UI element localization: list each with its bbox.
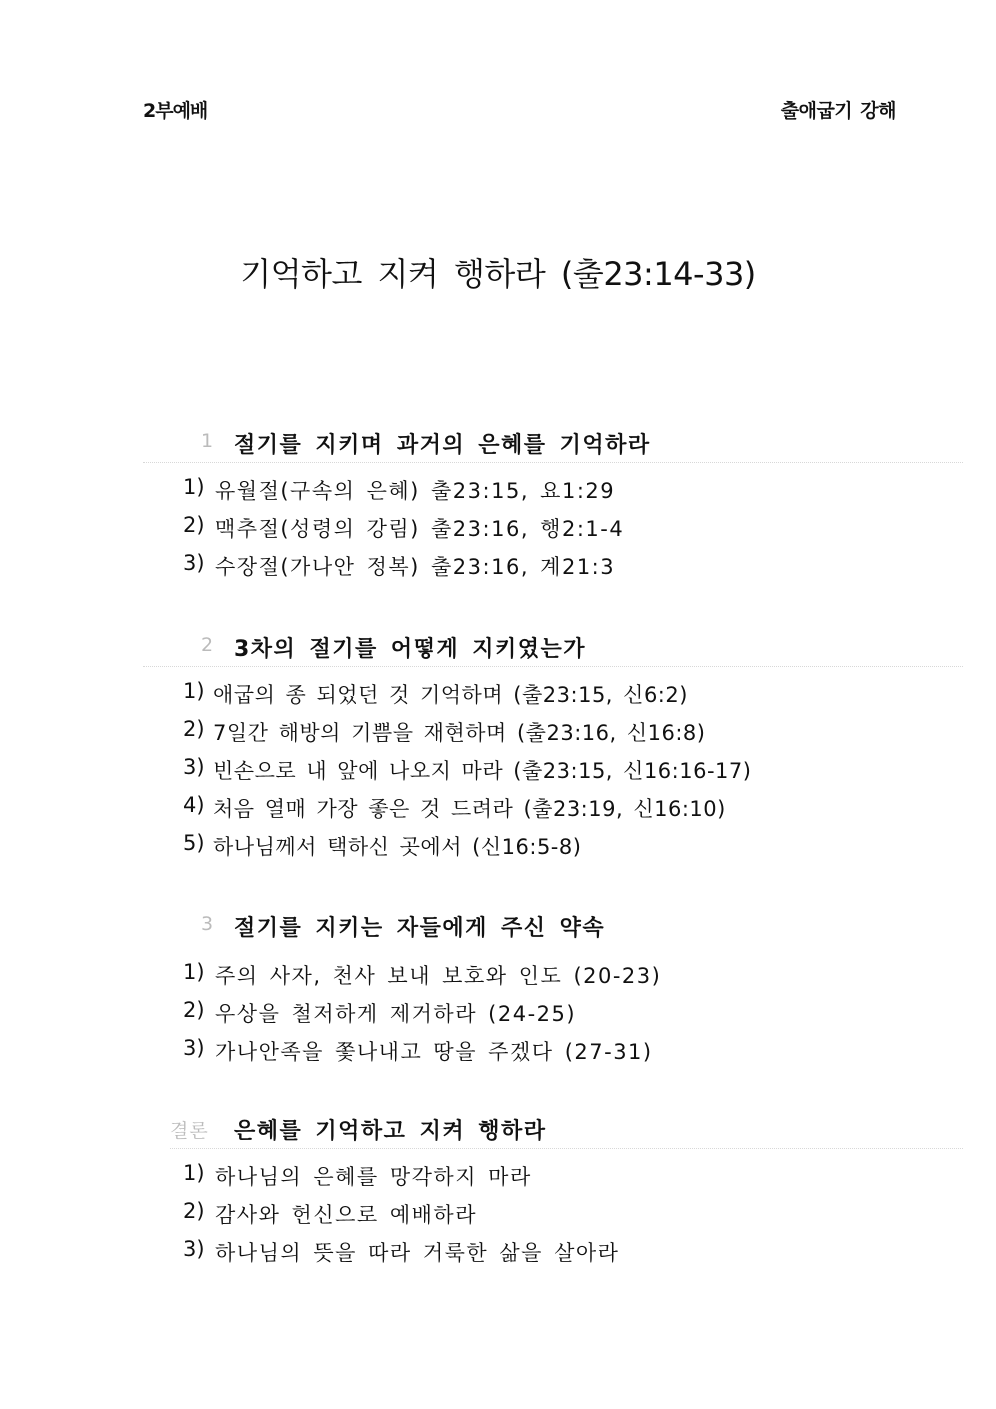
section-header: [0, 426, 996, 466]
section-title: 은혜를 기억하고 지켜 행하라: [234, 1119, 547, 1144]
section-header: [0, 630, 996, 670]
list-item-text: 가나안족을 쫓나내고 땅을 주겠다 (27-31): [215, 1040, 653, 1064]
list-item-marker: 3): [183, 755, 205, 779]
header-service-label: 2부예배: [143, 100, 208, 122]
section-divider: [170, 1148, 963, 1149]
list-item-text: 처음 열매 가장 좋은 것 드려라 (출23:19, 신16:10): [213, 797, 726, 821]
list-item: [0, 827, 996, 865]
list-item-marker: 5): [183, 831, 205, 855]
section-number: 2: [201, 634, 214, 656]
list-item: [0, 675, 996, 713]
list-item: [0, 956, 996, 994]
list-item: [0, 471, 996, 509]
header-series-label: 출애굽기 강해: [780, 100, 896, 122]
section-item-list: [0, 471, 996, 585]
section-number: 1: [201, 430, 214, 452]
list-item: [0, 789, 996, 827]
section-title: 절기를 지키며 과거의 은혜를 기억하라: [234, 433, 651, 458]
list-item-marker: 4): [183, 793, 205, 817]
list-item-marker: 3): [183, 551, 205, 575]
list-item-marker: 1): [183, 1161, 205, 1185]
list-item-text: 주의 사자, 천사 보내 보호와 인도 (20-23): [215, 964, 662, 988]
section-item-list: [0, 675, 996, 865]
list-item-marker: 2): [183, 513, 205, 537]
list-item-text: 맥추절(성령의 강림) 출23:16, 행2:1-4: [215, 517, 625, 541]
list-item-marker: 3): [183, 1036, 205, 1060]
list-item: [0, 1032, 996, 1070]
list-item-marker: 2): [183, 998, 205, 1022]
list-item-text: 수장절(가나안 정복) 출23:16, 계21:3: [215, 555, 616, 579]
list-item: [0, 547, 996, 585]
section-header: [0, 909, 996, 949]
section-title: 3차의 절기를 어떻게 지키였는가: [234, 637, 587, 662]
section-divider: [143, 462, 963, 463]
section-2: [0, 630, 996, 865]
list-item-text: 7일간 해방의 기쁨을 재현하며 (출23:16, 신16:8): [213, 721, 706, 745]
section-divider: [143, 666, 963, 667]
list-item: [0, 509, 996, 547]
list-item-marker: 1): [183, 475, 205, 499]
list-item-text: 우상을 철저하게 제거하라 (24-25): [215, 1002, 577, 1026]
section-number: 결론: [170, 1120, 209, 1142]
list-item-text: 유월절(구속의 은혜) 출23:15, 요1:29: [215, 479, 616, 503]
list-item-marker: 3): [183, 1237, 205, 1261]
list-item-marker: 1): [183, 679, 205, 703]
list-item-text: 하나님의 은혜를 망각하지 마라: [215, 1165, 532, 1189]
list-item-text: 애굽의 종 되었던 것 기억하며 (출23:15, 신6:2): [213, 683, 688, 707]
section-number: 3: [201, 913, 214, 935]
list-item-text: 하나님의 뜻을 따라 거룩한 삶을 살아라: [215, 1241, 620, 1265]
list-item-text: 감사와 헌신으로 예배하라: [215, 1203, 477, 1227]
sermon-title: 기억하고 지켜 행하라 (출23:14-33): [240, 255, 756, 293]
list-item: [0, 1157, 996, 1195]
list-item-marker: 2): [183, 717, 205, 741]
section-item-list: [0, 956, 996, 1070]
list-item: [0, 994, 996, 1032]
section-header: [0, 1112, 996, 1152]
section-conclusion: [0, 1112, 996, 1271]
list-item: [0, 713, 996, 751]
list-item-text: 하나님께서 택하신 곳에서 (신16:5-8): [213, 835, 582, 859]
section-item-list: [0, 1157, 996, 1271]
list-item-marker: 2): [183, 1199, 205, 1223]
list-item-text: 빈손으로 내 앞에 나오지 마라 (출23:15, 신16:16-17): [213, 759, 752, 783]
section-1: [0, 426, 996, 585]
list-item: [0, 751, 996, 789]
section-3: [0, 909, 996, 1070]
section-title: 절기를 지키는 자들에게 주신 약속: [234, 916, 606, 941]
list-item-marker: 1): [183, 960, 205, 984]
list-item: [0, 1233, 996, 1271]
list-item: [0, 1195, 996, 1233]
